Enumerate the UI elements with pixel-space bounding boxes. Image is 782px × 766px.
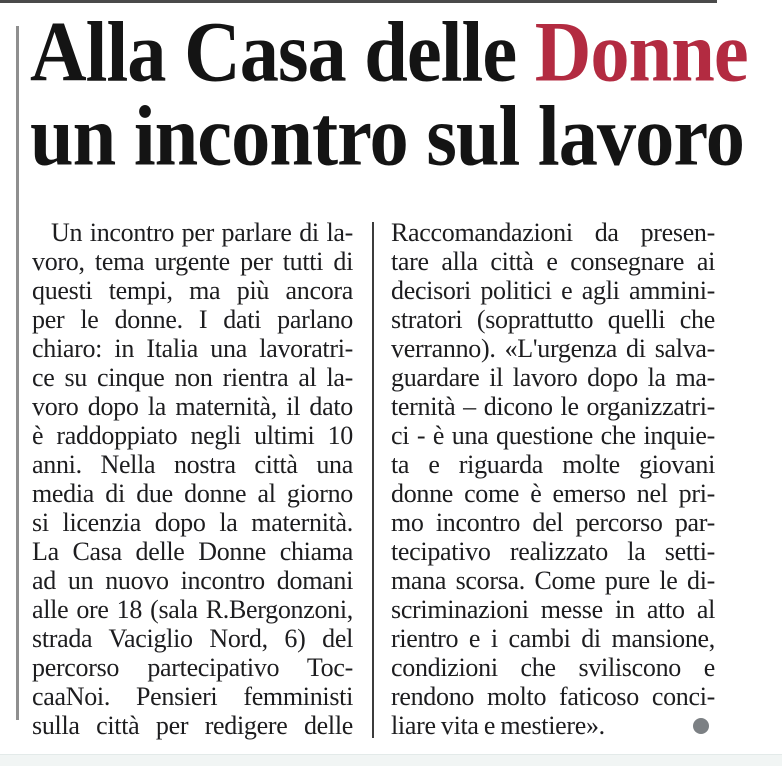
article-line: strada Vaciglio Nord, 6) del: [32, 624, 353, 653]
article-line: percorso partecipativo Toc-: [32, 653, 353, 682]
headline-line-1-prefix: Alla Casa delle: [30, 5, 535, 100]
article-line: scriminazioni messe in atto al: [391, 595, 715, 624]
article-line: ta e riguarda molte giovani: [391, 450, 715, 479]
article-line: donne come è emerso nel pri-: [391, 479, 715, 508]
article-last-line-text: liare vita e mestiere».: [391, 711, 605, 740]
article-line: tecipativo realizzato la setti-: [391, 537, 715, 566]
article-line: rientro e i cambi di mansione,: [391, 624, 715, 653]
article-line: mo incontro del percorso par-: [391, 508, 715, 537]
article-line: verranno). «L'urgenza di salva-: [391, 334, 715, 363]
article-line: stratori (soprattutto quelli che: [391, 305, 715, 334]
article-line: questi tempi, ma più ancora: [32, 276, 353, 305]
article-line: si licenzia dopo la maternità.: [32, 508, 353, 537]
article-line: ad un nuovo incontro domani: [32, 566, 353, 595]
article-line: ternità – dicono le organizzatri-: [391, 392, 715, 421]
headline-line-1: [30, 5, 748, 100]
article-line: La Casa delle Donne chiama: [32, 537, 353, 566]
article-line: Un incontro per parlare di la-: [51, 218, 353, 247]
end-of-article-bullet: [693, 718, 709, 734]
article-line: chiaro: in Italia una lavoratri-: [32, 334, 353, 363]
article-line: sulla città per redigere delle: [32, 711, 353, 740]
bottom-band: [0, 754, 782, 766]
article-line: decisori politici e agli ammini-: [391, 276, 715, 305]
article-line: tare alla città e consegnare ai: [391, 247, 715, 276]
article-last-line: [391, 711, 715, 740]
article-right-lines: [391, 218, 715, 711]
article-line: ci - è una questione che inquie-: [391, 421, 715, 450]
article-left-lines: [32, 218, 353, 740]
article-line: per le donne. I dati parlano: [32, 305, 353, 334]
headline-line-2: un incontro sul lavoro: [30, 89, 744, 184]
top-rule: [0, 0, 717, 3]
article-line: alle ore 18 (sala R.Bergonzoni,: [32, 595, 353, 624]
article-line: media di due donne al giorno: [32, 479, 353, 508]
headline: [30, 5, 762, 184]
column-divider: [372, 222, 374, 738]
article-line: caaNoi. Pensieri femministi: [32, 682, 353, 711]
article-line: Raccomandazioni da presen-: [391, 218, 715, 247]
article-line: voro, tema urgente per tutti di: [32, 247, 353, 276]
article-line: è raddoppiato negli ultimi 10: [32, 421, 353, 450]
headline-line-1-accent: Donne: [534, 5, 748, 100]
article-line: anni. Nella nostra città una: [32, 450, 353, 479]
left-edge-rule: [16, 26, 19, 720]
article-line: rendono molto faticoso conci-: [391, 682, 715, 711]
article-line: guardare il lavoro dopo la ma-: [391, 363, 715, 392]
article-column-left: [32, 218, 353, 740]
article-line: mana scorsa. Come pure le di-: [391, 566, 715, 595]
article-line: condizioni che sviliscono e: [391, 653, 715, 682]
article-line: ce su cinque non rientra al la-: [32, 363, 353, 392]
article-column-right: [391, 218, 715, 740]
article-line: voro dopo la maternità, il dato: [32, 392, 353, 421]
